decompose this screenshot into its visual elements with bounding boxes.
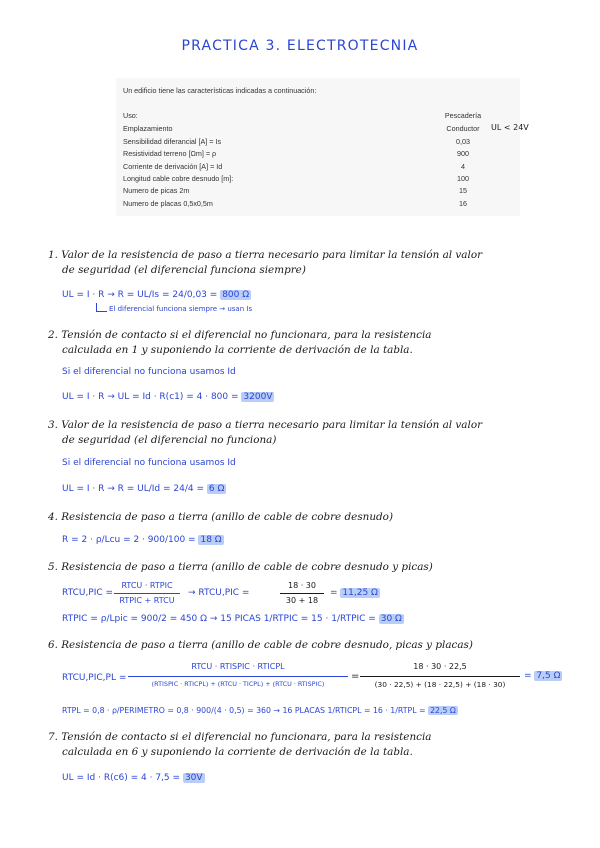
q7-formula-text: UL = Id · R(c6) = 4 · 7,5 =	[62, 773, 181, 783]
q1-note: El diferencial funciona siempre → usan Is	[109, 305, 253, 313]
row-value: 0,03	[456, 137, 470, 146]
q5-arrow: → RTCU,PIC =	[188, 588, 250, 598]
question-3-line-1: 3. Valor de la resistencia de paso a tierra necesario para limitar la tensión al valor	[48, 419, 483, 431]
row-label: Numero de picas 2m	[123, 186, 190, 195]
q6-result-1-value: 7,5 Ω	[536, 671, 561, 681]
row-label: Numero de placas 0,5x0,5m	[123, 199, 213, 208]
q7-formula	[62, 773, 205, 783]
q3-formula	[62, 484, 226, 494]
question-6: 6. Resistencia de paso a tierra (anillo de cable de cobre desnudo, picas y placas)	[48, 639, 473, 651]
q7-result: 30V	[184, 773, 203, 783]
q5-denominator: RTPIC + RTCU	[119, 596, 175, 605]
question-7-line-2: calculada en 6 y suponiendo la corriente de derivación de la tabla.	[62, 746, 413, 758]
table-row	[123, 137, 503, 148]
q4-formula	[62, 535, 224, 545]
q5-formula-2	[62, 614, 404, 624]
question-3-line-2: de seguridad (el diferencial no funciona)	[62, 434, 277, 446]
fraction-bar	[360, 676, 520, 677]
question-5: 5. Resistencia de paso a tierra (anillo de cable de cobre desnudo y picas)	[48, 561, 433, 573]
q5-result-2: 30 Ω	[380, 614, 402, 624]
row-label: Emplazamiento	[123, 124, 173, 133]
q6-result-2: 22,5 Ω	[430, 706, 456, 715]
q3-formula-text: UL = I · R → R = UL/Id = 24/4 =	[62, 484, 205, 494]
fraction-bar	[280, 593, 324, 594]
row-label: Uso:	[123, 111, 138, 120]
q5-result-1-value: 11,25 Ω	[342, 588, 378, 598]
question-1	[48, 248, 568, 278]
question-1-line-2: de seguridad (el diferencial funciona siempre)	[62, 264, 306, 276]
table-row	[123, 186, 503, 197]
q2-formula-text: UL = I · R → UL = Id · R(c1) = 4 · 800 =	[62, 392, 239, 402]
q5-result-1: = 11,25 Ω	[330, 588, 378, 598]
question-1-line-1: 1. Valor de la resistencia de paso a tierra necesario para limitar la tensión al valor	[48, 249, 483, 261]
arrow-icon	[96, 303, 107, 312]
fraction-bar	[114, 593, 180, 594]
q6-lhs: RTCU,PIC,PL =	[62, 673, 127, 683]
q4-result: 18 Ω	[200, 535, 222, 545]
table-row	[123, 199, 503, 210]
q6-numerator: RTCU · RTISPIC · RTICPL	[191, 662, 285, 671]
q6-denominator: (RTISPIC · RTICPL) + (RTCU · TICPL) + (RTCU · RTISPIC)	[151, 680, 325, 688]
table-row	[123, 162, 503, 173]
table-row	[123, 111, 503, 122]
row-label: Longitud cable cobre desnudo [m]:	[123, 174, 234, 183]
q3-note: Si el diferencial no funciona usamos Id	[62, 458, 236, 468]
q6-formula-2	[62, 706, 458, 715]
voltage-limit-note: UL < 24V	[491, 123, 529, 132]
q5-numerator-values: 18 · 30	[288, 581, 316, 590]
row-value: Conductor	[446, 124, 480, 133]
question-3	[48, 418, 568, 448]
q5-formula-2-text: RTPIC = ρ/Lpic = 900/2 = 450 Ω → 15 PICAS 1/RTPIC = 15 · 1/RTPIC =	[62, 614, 376, 624]
q3-result: 6 Ω	[208, 484, 225, 494]
q1-formula	[62, 290, 251, 300]
q5-lhs: RTCU,PIC =	[62, 588, 114, 598]
q4-formula-text: R = 2 · ρ/Lcu = 2 · 900/100 =	[62, 535, 196, 545]
row-value: 900	[457, 149, 469, 158]
q2-note: Si el diferencial no funciona usamos Id	[62, 367, 236, 377]
q6-denominator-values: (30 · 22,5) + (18 · 22,5) + (18 · 30)	[374, 680, 506, 689]
row-value: 15	[459, 186, 467, 195]
question-4: 4. Resistencia de paso a tierra (anillo de cable de cobre desnudo)	[48, 511, 393, 523]
question-7-line-1: 7. Tensión de contacto si el diferencial no funcionara, para la resistencia	[48, 731, 432, 743]
table-intro: Un edificio tiene las características indicadas a continuación:	[123, 86, 317, 95]
q5-denominator-values: 30 + 18	[285, 596, 319, 605]
q5-numerator: RTCU · RTPIC	[121, 581, 173, 590]
table-row	[123, 124, 503, 135]
q1-formula-text: UL = I · R → R = UL/Is = 24/0,03 =	[62, 290, 218, 300]
q2-result: 3200V	[243, 392, 273, 402]
question-7	[48, 730, 568, 760]
q2-formula	[62, 392, 274, 402]
q1-result: 800 Ω	[222, 290, 250, 300]
equals-sign: =	[351, 671, 360, 682]
row-value: 100	[457, 174, 469, 183]
question-2-line-1: 2. Tensión de contacto si el diferencial no funcionara, para la resistencia	[48, 329, 432, 341]
table-row	[123, 149, 503, 160]
q6-result-1: = 7,5 Ω	[524, 671, 561, 681]
question-2	[48, 328, 568, 358]
row-value: 4	[461, 162, 465, 171]
q6-formula-2-text: RTPL = 0,8 · ρ/PERIMETRO = 0,8 · 900/(4 · 0,5) = 360 → 16 PLACAS 1/RTICPL = 16 · 1/RTPL =	[62, 706, 426, 715]
row-label: Corriente de derivación [A] = Id	[123, 162, 223, 171]
question-2-line-2: calculada en 1 y suponiendo la corriente de derivación de la tabla.	[62, 344, 413, 356]
q6-numerator-values: 18 · 30 · 22,5	[413, 662, 467, 671]
page-title: PRACTICA 3. ELECTROTECNIA	[181, 38, 419, 54]
row-value: Pescadería	[444, 111, 482, 120]
row-label: Resistividad terreno [Ωm] = ρ	[123, 149, 217, 158]
row-label: Sensibilidad diferancial [A] = Is	[123, 137, 222, 146]
table-row	[123, 174, 503, 185]
fraction-bar	[128, 676, 348, 677]
row-value: 16	[459, 199, 467, 208]
